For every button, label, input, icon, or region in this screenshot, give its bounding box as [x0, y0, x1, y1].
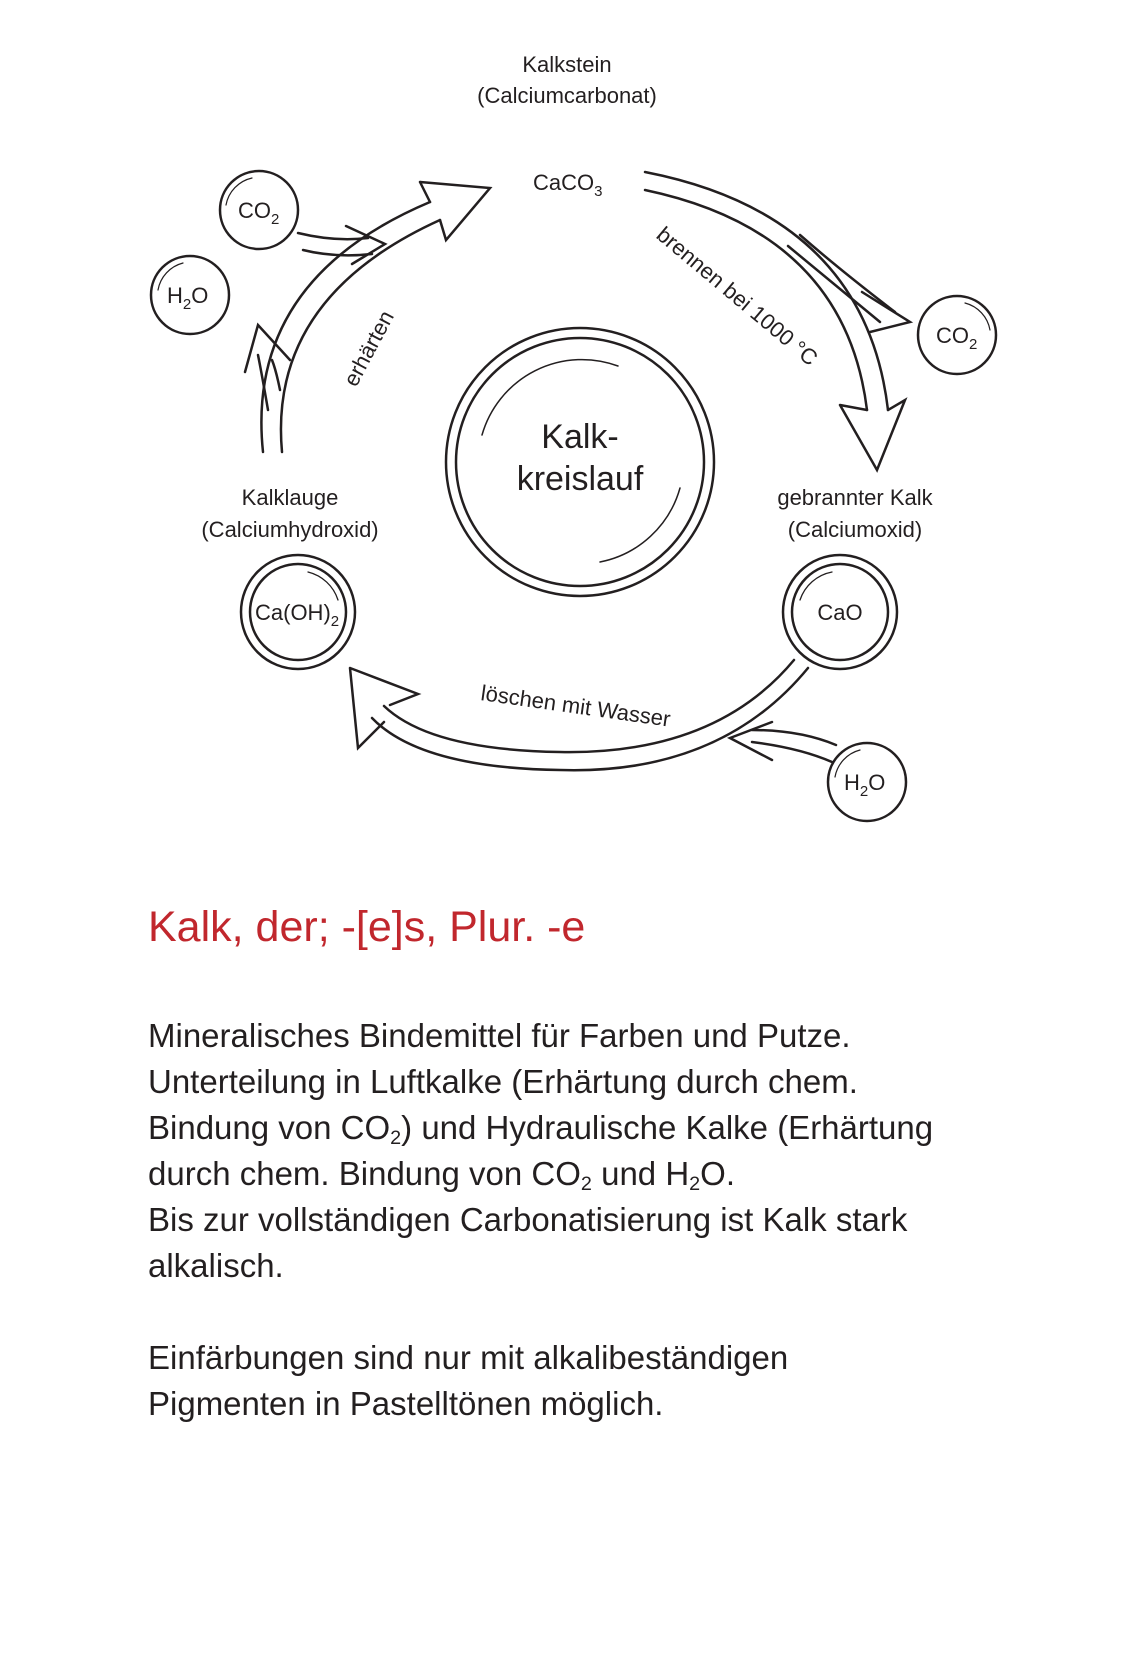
h2o-label-left: $H_2O$ — [167, 283, 209, 313]
entry-paragraph-1 — [148, 1013, 1048, 1289]
body-line: alkalisch. — [148, 1247, 284, 1284]
quicklime-subtitle: (Calciumoxid) — [787, 517, 923, 542]
body-line: Bindung von $CO_2$) und Hydraulische Kalke (Erhärtung — [148, 1109, 934, 1149]
limestone-title: Kalkstein — [522, 52, 612, 77]
center-label-line1: Kalk- — [541, 418, 619, 456]
arrow-slake-h2o-head — [730, 722, 772, 760]
caoh2-formula: $Ca(OH)_2$ — [255, 600, 340, 630]
arrow-burn-co2-branch-2 — [800, 235, 895, 312]
body-line: Pigmenten in Pastelltönen möglich. — [148, 1385, 664, 1422]
h2o-label-bottom-right: $H_2O$ — [844, 770, 886, 800]
arrow-slake-h2o-branch — [752, 742, 832, 762]
arrow-burn-head — [840, 400, 905, 470]
body-line: Bis zur vollständigen Carbonatisierung ist Kalk stark — [148, 1201, 908, 1238]
arrow-slake-head — [350, 668, 418, 748]
body-line: Einfärbungen sind nur mit alkalibeständigen — [148, 1339, 789, 1376]
cao-circle-accent — [800, 572, 832, 600]
limestone-subtitle: (Calciumcarbonat) — [477, 83, 657, 108]
arrow-label-slake: löschen mit Wasser — [479, 680, 673, 732]
caoh2-circle-accent — [308, 572, 338, 600]
entry-paragraph-2 — [148, 1335, 1048, 1427]
arrow-harden-head — [420, 182, 490, 240]
h2o-circle-left — [151, 256, 229, 334]
quicklime-title: gebrannter Kalk — [777, 485, 933, 510]
caco3-formula: CaCO$_3$ — [533, 170, 603, 200]
arrow-harden-co2-branch — [298, 233, 368, 239]
slaked-lime-subtitle: (Calciumhydroxid) — [201, 517, 379, 542]
arrow-harden-co2-branch-2 — [303, 250, 372, 255]
body-line: Unterteilung in Luftkalke (Erhärtung durch chem. — [148, 1063, 858, 1100]
entry-body — [148, 1013, 1048, 1473]
co2-label-right: $CO_2$ — [936, 323, 978, 353]
body-line: durch chem. Bindung von $CO_2$ und $H_2O$. — [148, 1155, 736, 1195]
entry-heading: Kalk, der; -[e]s, Plur. -e — [148, 903, 586, 951]
slaked-lime-title: Kalklauge — [241, 485, 339, 510]
arrow-label-burn: brennen bei 1000 °C — [651, 221, 823, 371]
h2o-circle-bottom-right — [828, 743, 906, 821]
arrow-harden-h2o-branch-2 — [272, 360, 280, 390]
center-label-line2: kreislauf — [516, 460, 644, 498]
body-line: Mineralisches Bindemittel für Farben und Putze. — [148, 1017, 851, 1054]
arrow-label-harden: erhärten — [338, 306, 399, 391]
cao-formula: CaO — [817, 600, 863, 625]
co2-label-top-left: $CO_2$ — [238, 198, 280, 228]
